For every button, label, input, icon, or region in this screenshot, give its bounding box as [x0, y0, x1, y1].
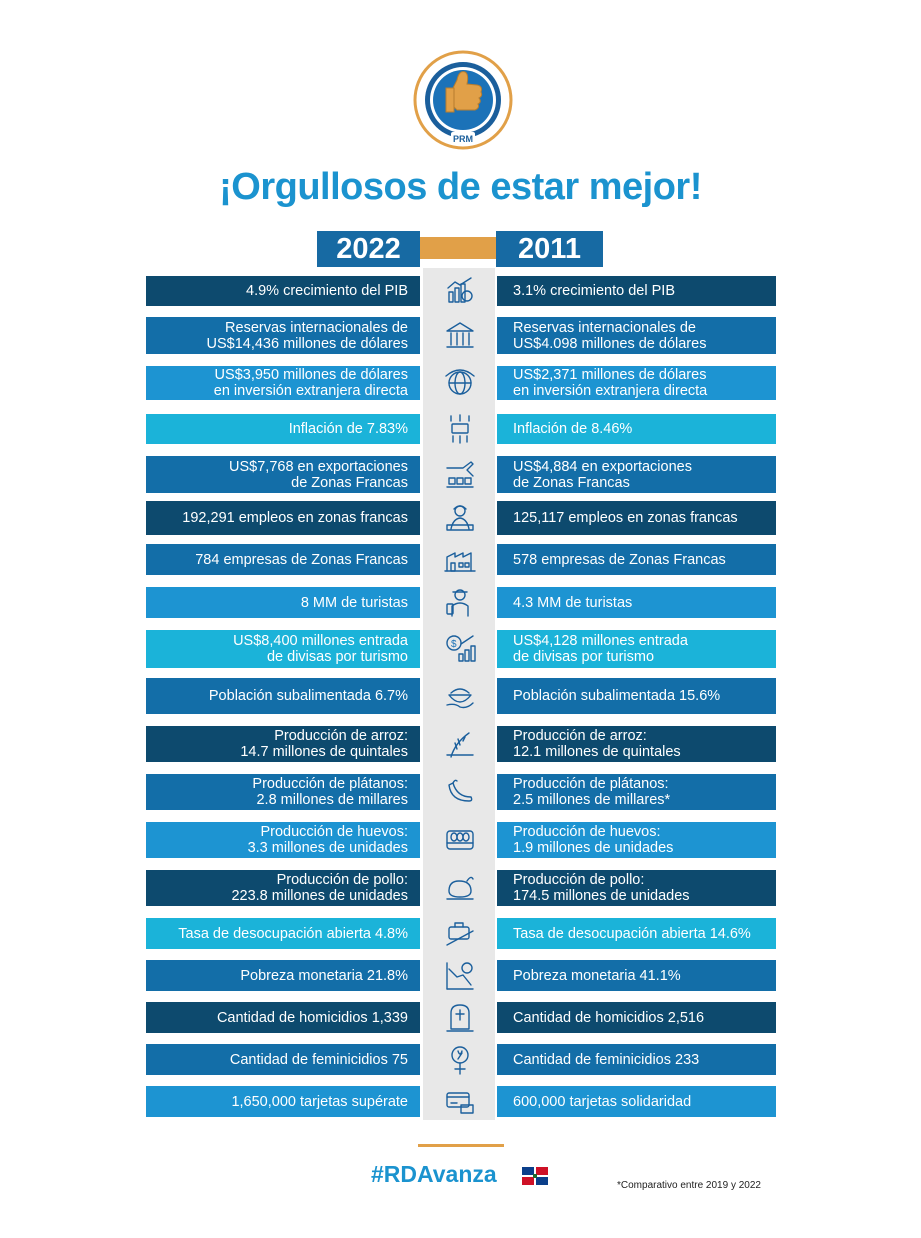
- value-2011: Producción de pollo: 174.5 millones de unidades: [497, 870, 776, 906]
- value-2022: 1,650,000 tarjetas supérate: [146, 1086, 420, 1117]
- value-2022: 8 MM de turistas: [146, 587, 420, 618]
- value-2011: US$2,371 millones de dólares en inversión extranjera directa: [497, 366, 776, 400]
- banana-icon: [443, 775, 477, 809]
- comparison-row: [0, 276, 921, 306]
- comparison-row: [0, 414, 921, 444]
- value-2011: Cantidad de feminicidios 233: [497, 1044, 776, 1075]
- value-2011: US$4,128 millones entrada de divisas por turismo: [497, 630, 776, 668]
- logo-acronym: PRM: [453, 134, 473, 144]
- value-2011: 125,117 empleos en zonas francas: [497, 501, 776, 535]
- rice-icon: [443, 727, 477, 761]
- chicken-icon: [443, 871, 477, 905]
- value-2011: 3.1% crecimiento del PIB: [497, 276, 776, 306]
- comparison-row: [0, 587, 921, 618]
- comparison-row: [0, 501, 921, 535]
- comparison-row: [0, 960, 921, 991]
- comparison-row: [0, 1086, 921, 1117]
- footnote: *Comparativo entre 2019 y 2022: [617, 1180, 761, 1191]
- year-2022-label: 2022: [317, 231, 420, 267]
- value-2011: 578 empresas de Zonas Francas: [497, 544, 776, 575]
- value-2022: Pobreza monetaria 21.8%: [146, 960, 420, 991]
- comparison-row: [0, 678, 921, 714]
- currency-growth-icon: [443, 632, 477, 666]
- value-2011: Inflación de 8.46%: [497, 414, 776, 444]
- economy-growth-icon: [443, 274, 477, 308]
- year-2011-label: 2011: [496, 231, 603, 267]
- value-2011: 600,000 tarjetas solidaridad: [497, 1086, 776, 1117]
- comparison-row: [0, 726, 921, 762]
- tourist-icon: [443, 586, 477, 620]
- poverty-chart-icon: [443, 959, 477, 993]
- female-ribbon-icon: [443, 1043, 477, 1077]
- value-2011: US$4,884 en exportaciones de Zonas Francas: [497, 456, 776, 493]
- unemployment-icon: [443, 917, 477, 951]
- value-2022: Población subalimentada 6.7%: [146, 678, 420, 714]
- svg-text:$: $: [451, 639, 457, 650]
- card-icon: [443, 1085, 477, 1119]
- value-2022: US$7,768 en exportaciones de Zonas Francas: [146, 456, 420, 493]
- factory-icon: [443, 543, 477, 577]
- comparison-row: [0, 774, 921, 810]
- prm-logo: [413, 50, 513, 154]
- comparison-row: [0, 1002, 921, 1033]
- value-2022: Producción de plátanos: 2.8 millones de millares: [146, 774, 420, 810]
- comparison-row: [0, 630, 921, 668]
- hashtag: #RDAvanza: [371, 1161, 497, 1187]
- inflation-icon: [443, 412, 477, 446]
- comparison-row: [0, 918, 921, 949]
- comparison-row: [0, 544, 921, 575]
- value-2022: Cantidad de feminicidios 75: [146, 1044, 420, 1075]
- page-title: ¡Orgullosos de estar mejor!: [219, 166, 702, 208]
- value-2011: Producción de arroz: 12.1 millones de quintales: [497, 726, 776, 762]
- value-2022: Inflación de 7.83%: [146, 414, 420, 444]
- globe-investment-icon: [443, 366, 477, 400]
- eggs-icon: [443, 823, 477, 857]
- value-2022: US$3,950 millones de dólares en inversión extranjera directa: [146, 366, 420, 400]
- value-2022: US$8,400 millones entrada de divisas por turismo: [146, 630, 420, 668]
- value-2011: Producción de plátanos: 2.5 millones de millares*: [497, 774, 776, 810]
- value-2011: Reservas internacionales de US$4.098 millones de dólares: [497, 317, 776, 354]
- logo-ring-text: [413, 56, 513, 61]
- value-2022: Reservas internacionales de US$14,436 millones de dólares: [146, 317, 420, 354]
- dominican-flag-icon: [522, 1167, 548, 1185]
- value-2022: 4.9% crecimiento del PIB: [146, 276, 420, 306]
- value-2022: 784 empresas de Zonas Francas: [146, 544, 420, 575]
- value-2011: Tasa de desocupación abierta 14.6%: [497, 918, 776, 949]
- value-2022: Producción de huevos: 3.3 millones de unidades: [146, 822, 420, 858]
- bank-icon: [443, 319, 477, 353]
- value-2022: Producción de arroz: 14.7 millones de quintales: [146, 726, 420, 762]
- value-2011: Pobreza monetaria 41.1%: [497, 960, 776, 991]
- value-2011: Población subalimentada 15.6%: [497, 678, 776, 714]
- footer-divider: [418, 1144, 504, 1147]
- comparison-row: [0, 366, 921, 400]
- value-2022: Tasa de desocupación abierta 4.8%: [146, 918, 420, 949]
- value-2011: 4.3 MM de turistas: [497, 587, 776, 618]
- value-2022: Cantidad de homicidios 1,339: [146, 1002, 420, 1033]
- worker-icon: [443, 501, 477, 535]
- value-2022: Producción de pollo: 223.8 millones de unidades: [146, 870, 420, 906]
- value-2011: Producción de huevos: 1.9 millones de unidades: [497, 822, 776, 858]
- tombstone-icon: [443, 1001, 477, 1035]
- comparison-row: [0, 1044, 921, 1075]
- value-2011: Cantidad de homicidios 2,516: [497, 1002, 776, 1033]
- comparison-row: [0, 317, 921, 354]
- export-plane-icon: [443, 458, 477, 492]
- comparison-row: [0, 822, 921, 858]
- comparison-row: [0, 456, 921, 493]
- value-2022: 192,291 empleos en zonas francas: [146, 501, 420, 535]
- comparison-row: [0, 870, 921, 906]
- food-bowl-icon: [443, 679, 477, 713]
